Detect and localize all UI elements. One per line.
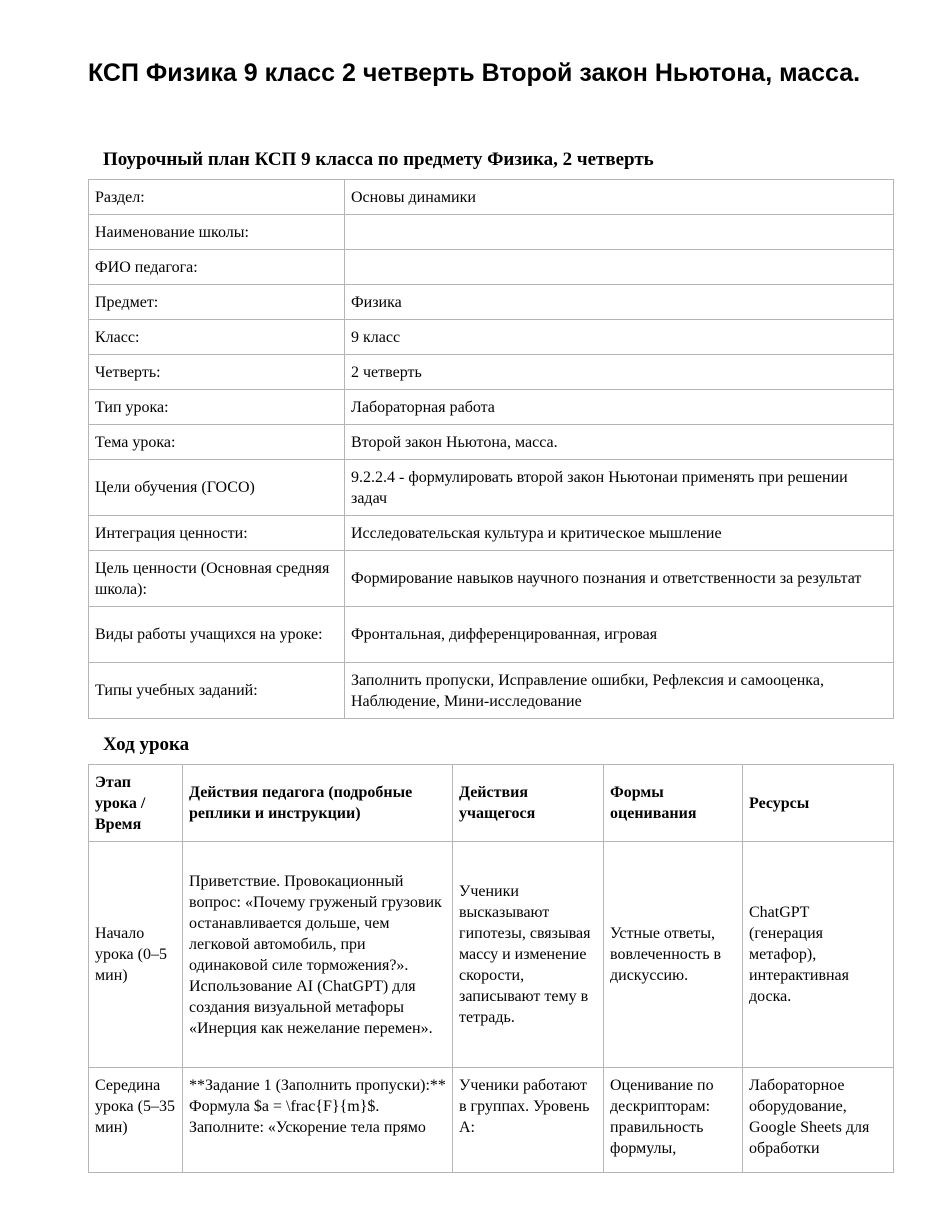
info-row <box>89 390 894 425</box>
info-value: Исследовательская культура и критическое мышление <box>345 516 894 551</box>
info-label: Виды работы учащихся на уроке: <box>89 607 345 663</box>
info-value: Основы динамики <box>345 180 894 215</box>
lesson-cell-student: Ученики высказывают гипотезы, связывая массу и изменение скорости, записывают тему в тетрадь. <box>453 842 604 1068</box>
info-row <box>89 355 894 390</box>
info-value: Второй закон Ньютона, масса. <box>345 425 894 460</box>
info-label: Цели обучения (ГОСО) <box>89 460 345 516</box>
lesson-table <box>88 764 894 1173</box>
info-value: 2 четверть <box>345 355 894 390</box>
info-row <box>89 516 894 551</box>
info-row <box>89 285 894 320</box>
info-label: Наименование школы: <box>89 215 345 250</box>
lesson-cell-stage: Середина урока (5–35 мин) <box>89 1068 183 1173</box>
info-row <box>89 607 894 663</box>
info-label: Предмет: <box>89 285 345 320</box>
info-label: Класс: <box>89 320 345 355</box>
lesson-cell-teacher: **Задание 1 (Заполнить пропуски):** Формула $a = \frac{F}{m}$. Заполните: «Ускорение тела прямо <box>183 1068 453 1173</box>
lesson-column-header: Ресурсы <box>743 765 894 842</box>
info-row <box>89 215 894 250</box>
lesson-header-row <box>89 765 894 842</box>
info-label: Четверть: <box>89 355 345 390</box>
info-table <box>88 179 894 719</box>
lesson-column-header: Этап урока / Время <box>89 765 183 842</box>
info-value: Заполнить пропуски, Исправление ошибки, Рефлексия и самооценка, Наблюдение, Мини-исследование <box>345 663 894 719</box>
info-value: Фронтальная, дифференцированная, игровая <box>345 607 894 663</box>
lesson-cell-stage: Начало урока (0–5 мин) <box>89 842 183 1068</box>
info-value <box>345 215 894 250</box>
info-value: Физика <box>345 285 894 320</box>
info-label: ФИО педагога: <box>89 250 345 285</box>
lesson-cell-assessment: Устные ответы, вовлеченность в дискуссию. <box>604 842 743 1068</box>
info-label: Интеграция ценности: <box>89 516 345 551</box>
info-row <box>89 425 894 460</box>
info-row <box>89 663 894 719</box>
lesson-cell-teacher: Приветствие. Провокационный вопрос: «Почему груженый грузовик останавливается дольше, чем легковой автомобиль, при одинаковой силе торможения?». Использование AI (ChatGPT) для создания визуальной метафоры «Инерция как нежелание перемен». <box>183 842 453 1068</box>
info-label: Раздел: <box>89 180 345 215</box>
info-value: 9 класс <box>345 320 894 355</box>
info-label: Цель ценности (Основная средняя школа): <box>89 551 345 607</box>
lesson-cell-assessment: Оценивание по дескрипторам: правильность формулы, <box>604 1068 743 1173</box>
lesson-column-header: Формы оценивания <box>604 765 743 842</box>
info-row <box>89 551 894 607</box>
info-value: Формирование навыков научного познания и ответственности за результат <box>345 551 894 607</box>
info-row <box>89 180 894 215</box>
info-value <box>345 250 894 285</box>
lesson-column-header: Действия учащегося <box>453 765 604 842</box>
lesson-row <box>89 1068 894 1173</box>
lesson-cell-resources: ChatGPT (генерация метафор), интерактивная доска. <box>743 842 894 1068</box>
lesson-heading: Ход урока <box>103 734 190 755</box>
info-row <box>89 460 894 516</box>
plan-heading: Поурочный план КСП 9 класса по предмету Физика, 2 четверть <box>103 149 654 170</box>
lesson-column-header: Действия педагога (подробные реплики и инструкции) <box>183 765 453 842</box>
info-label: Тема урока: <box>89 425 345 460</box>
info-row <box>89 250 894 285</box>
lesson-row <box>89 842 894 1068</box>
lesson-cell-resources: Лабораторное оборудование, Google Sheets для обработки <box>743 1068 894 1173</box>
info-row <box>89 320 894 355</box>
info-value: Лабораторная работа <box>345 390 894 425</box>
info-label: Тип урока: <box>89 390 345 425</box>
info-value: 9.2.2.4 - формулировать второй закон Ньютонаи применять при решении задач <box>345 460 894 516</box>
info-label: Типы учебных заданий: <box>89 663 345 719</box>
document-title: КСП Физика 9 класс 2 четверть Второй закон Ньютона, масса. <box>88 59 861 87</box>
lesson-cell-student: Ученики работают в группах. Уровень А: <box>453 1068 604 1173</box>
